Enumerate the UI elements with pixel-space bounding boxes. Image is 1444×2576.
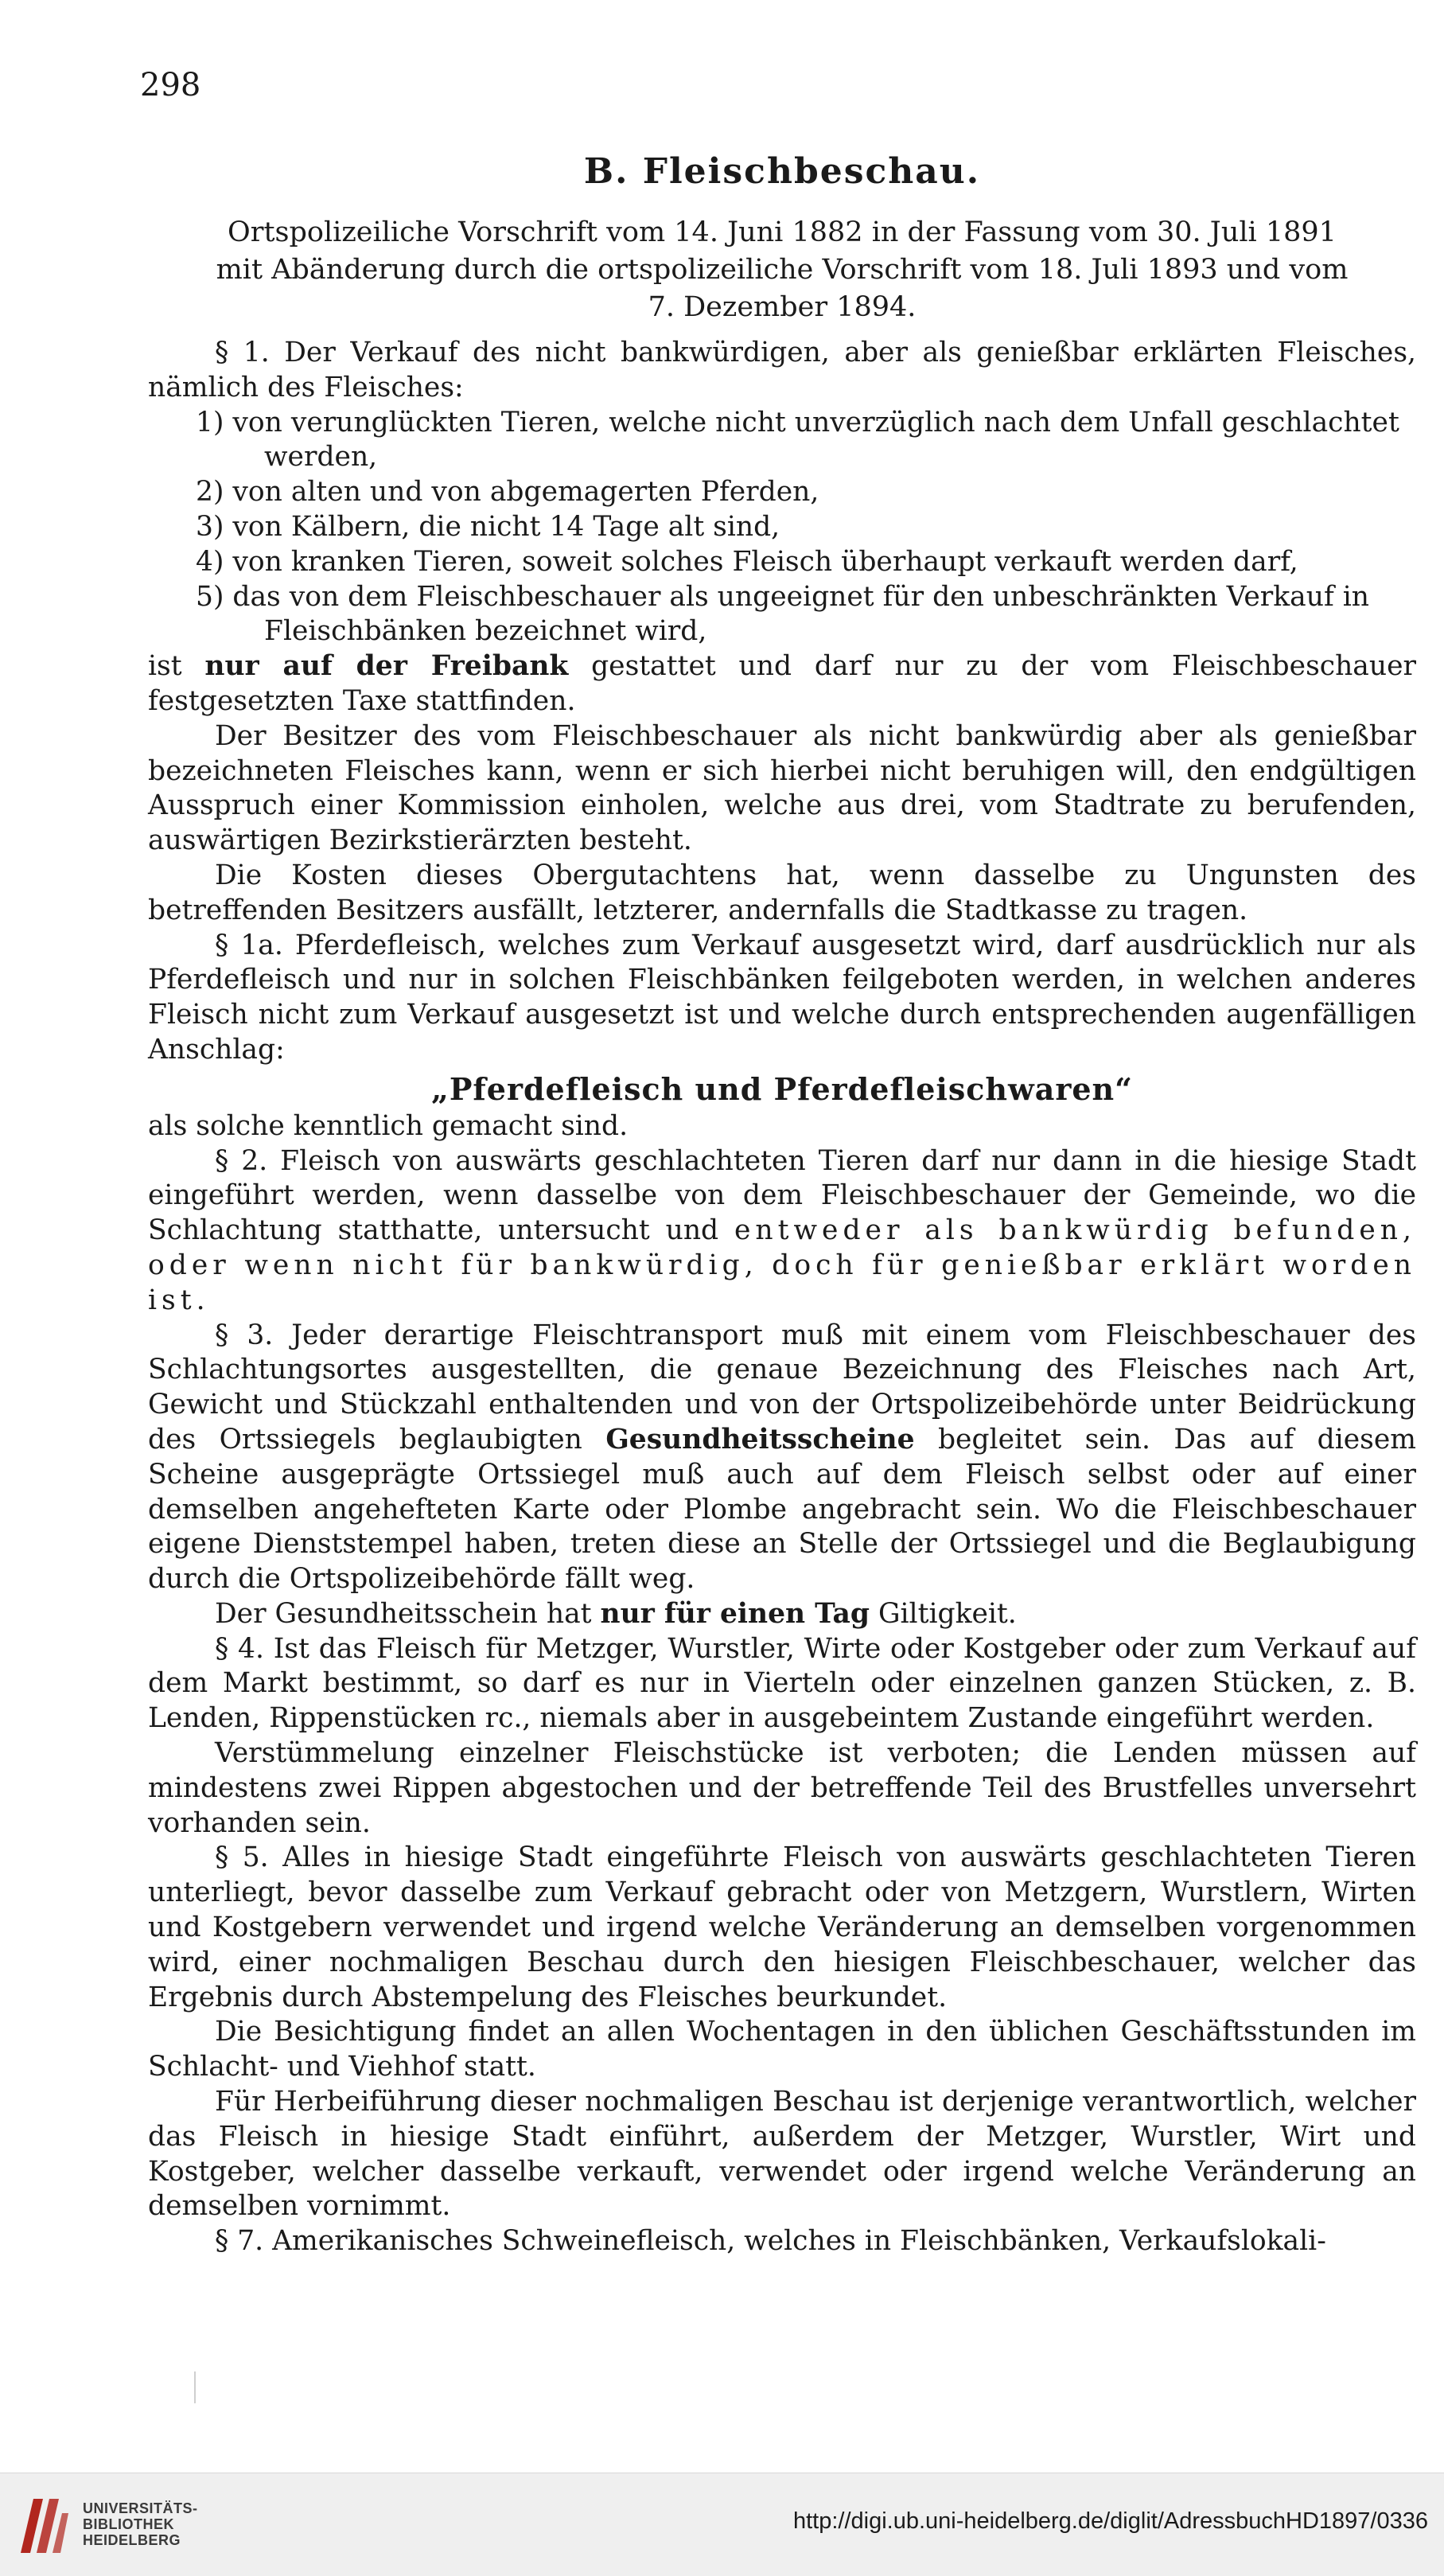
paragraph-text: § 1. Der Verkauf des nicht bankwürdigen, aber als genießbar erklärten Fleisches, nämlich des Fleisches: bbox=[148, 337, 1416, 403]
library-name-line: UNIVERSITÄTS- bbox=[83, 2500, 198, 2516]
paragraph-text: Giltigkeit. bbox=[878, 1597, 1017, 1630]
subtitle-line: 7. Dezember 1894. bbox=[648, 291, 917, 323]
paragraph-costs bbox=[148, 859, 1416, 929]
list-item: 1) von verunglückten Tieren, welche nicht unverzüglich nach dem Unfall geschlachtet werden, bbox=[196, 406, 1399, 474]
paragraph-text: Für Herbeiführung dieser nochmaligen Beschau ist derjenige verantwortlich, welcher das Fleisch in hiesige Stadt einführt, außerdem der Metzger, Wurstler, Wirt und Kostgeber, welcher dasselbe verkauft, verwendet oder irgend welche Veränderung an demselben vornimmt. bbox=[148, 2086, 1416, 2223]
list-item: 2) von alten und von abgemagerten Pferden, bbox=[196, 476, 819, 509]
source-url-link[interactable]: http://digi.ub.uni-heidelberg.de/diglit/AdressbuchHD1897/0336 bbox=[792, 2508, 1428, 2534]
library-logo-icon bbox=[16, 2491, 73, 2558]
paragraph-mutilation bbox=[148, 1736, 1416, 1841]
paragraph-inspection-time bbox=[148, 2015, 1416, 2085]
list-item: 3) von Kälbern, die nicht 14 Tage alt sind, bbox=[196, 510, 780, 543]
paragraph-section-1a-end bbox=[148, 1109, 1416, 1144]
list-item: 4) von kranken Tieren, soweit solches Fleisch überhaupt verkauft werden darf, bbox=[196, 545, 1298, 578]
footer-bar bbox=[0, 2473, 1444, 2576]
meat-category-list bbox=[148, 406, 1416, 650]
paragraph-section-5 bbox=[148, 1841, 1416, 2015]
paragraph-certificate-validity bbox=[148, 1597, 1416, 1632]
paragraph-text: § 4. Ist das Fleisch für Metzger, Wurstler, Wirte oder Kostgeber oder zum Verkauf auf dem Markt bestimmt, so darf es nur in Vierteln oder einzelnen ganzen Stücken, z. B. Lenden, Rippenstücken rc., niemals aber in ausgebeintem Zustande eingeführt werden. bbox=[148, 1632, 1416, 1735]
paragraph-text: Der Gesundheitsschein hat bbox=[215, 1597, 592, 1630]
paragraph-text: gestattet und darf nur zu der vom Fleischbeschauer festgesetzten Taxe stattfinden. bbox=[148, 650, 1417, 717]
emphasis-health-certificate: Gesundheitsscheine bbox=[605, 1423, 915, 1456]
paragraph-section-3 bbox=[148, 1319, 1416, 1597]
scan-margin-mark bbox=[194, 2371, 196, 2403]
library-name-line: BIBLIOTHEK bbox=[83, 2516, 174, 2532]
paragraph-section-1-end bbox=[148, 649, 1416, 719]
paragraph-text: Verstümmelung einzelner Fleischstücke ist verboten; die Lenden müssen auf mindestens zwei Rippen abgestochen und der betreffende Teil des Brustfelles unversehrt vorhanden sein. bbox=[148, 1737, 1416, 1839]
subtitle bbox=[148, 214, 1416, 326]
paragraph-section-2 bbox=[148, 1144, 1416, 1319]
spaced-emphasis: entweder als bankwürdig befunden, oder wenn nicht für bankwürdig, doch für genießbar erklärt worden ist. bbox=[148, 1214, 1416, 1316]
paragraph-text: begleitet sein. Das auf diesem Scheine ausgeprägte Ortssiegel muß auch auf dem Fleisch selbst oder auf einer demselben angehefteten Karte oder Plombe angebracht sein. Wo die Fleischbeschauer eigene Dienststempel haben, treten diese an Stelle der Ortssiegel und die Beglaubigung durch die Ortspolizeibehörde fällt weg. bbox=[148, 1423, 1417, 1596]
paragraph-text: § 3. Jeder derartige Fleischtransport muß mit einem vom Fleischbeschauer des Schlachtungsortes ausgestellten, die genaue Bezeichnung des Fleisches nach Art, Gewicht und Stückzahl enthaltenden und von der Ortspolizeibehörde unter Beidrückung des Ortssiegels beglaubigten bbox=[148, 1319, 1416, 1456]
paragraph-text: ist bbox=[148, 650, 182, 683]
paragraph-owner bbox=[148, 719, 1416, 859]
list-item: 5) das von dem Fleischbeschauer als ungeeignet für den unbeschränkten Verkauf in Fleischbänken bezeichnet wird, bbox=[196, 580, 1369, 648]
paragraph-section-4 bbox=[148, 1632, 1416, 1736]
paragraph-text: als solche kenntlich gemacht sind. bbox=[148, 1109, 629, 1142]
page-number: 298 bbox=[140, 67, 201, 103]
subtitle-line: Ortspolizeiliche Vorschrift vom 14. Juni 1882 in der Fassung vom 30. Juli 1891 bbox=[228, 216, 1337, 248]
paragraph-text: § 5. Alles in hiesige Stadt eingeführte Fleisch von auswärts geschlachteten Tieren unterliegt, bevor dasselbe zum Verkauf gebracht oder von Metzgern, Wurstlern, Wirten und Kostgebern verwendet und irgend welche Veränderung an demselben vorgenommen wird, einer nochmaligen Beschau durch den hiesigen Fleischbeschauer, welcher das Ergebnis durch Abstempelung des Fleisches beurkundet. bbox=[148, 1841, 1416, 2013]
subtitle-line: mit Abänderung durch die ortspolizeiliche Vorschrift vom 18. Juli 1893 und vom bbox=[216, 254, 1349, 286]
horse-meat-sign-quote: „Pferdefleisch und Pferdefleischwaren“ bbox=[431, 1070, 1133, 1107]
document-body bbox=[148, 151, 1416, 2259]
emphasis-freibank: nur auf der Freibank bbox=[204, 650, 569, 683]
paragraph-section-7 bbox=[148, 2224, 1416, 2259]
paragraph-responsibility bbox=[148, 2085, 1416, 2224]
section-title: B. Fleischbeschau. bbox=[583, 151, 981, 192]
paragraph-text: Die Besichtigung findet an allen Wochentagen in den üblichen Geschäftsstunden im Schlacht- und Viehhof statt. bbox=[148, 2016, 1416, 2083]
paragraph-section-1a bbox=[148, 929, 1416, 1068]
emphasis-one-day: nur für einen Tag bbox=[600, 1597, 870, 1630]
library-name-line: HEIDELBERG bbox=[83, 2532, 181, 2548]
library-name bbox=[83, 2500, 198, 2548]
paragraph-section-1 bbox=[148, 336, 1416, 406]
paragraph-text: Der Besitzer des vom Fleischbeschauer als nicht bankwürdig aber als genießbar bezeichneten Fleisches kann, wenn er sich hierbei nicht beruhigen will, den endgültigen Ausspruch einer Kommission einholen, welche aus drei, vom Stadtrate zu berufenden, auswärtigen Bezirkstierärzten besteht. bbox=[148, 719, 1416, 857]
paragraph-text: § 7. Amerikanisches Schweinefleisch, welches in Fleischbänken, Verkaufslokali- bbox=[215, 2225, 1326, 2258]
paragraph-text: § 1a. Pferdefleisch, welches zum Verkauf ausgesetzt wird, darf ausdrücklich nur als Pferdefleisch und nur in solchen Fleischbänken feilgeboten werden, in welchen anderes Fleisch nicht zum Verkauf ausgesetzt ist und welche durch entsprechenden augenfälligen Anschlag: bbox=[148, 929, 1416, 1066]
paragraph-text: Die Kosten dieses Obergutachtens hat, wenn dasselbe zu Ungunsten des betreffenden Besitzers ausfällt, letzterer, andernfalls die Stadtkasse zu tragen. bbox=[148, 859, 1416, 926]
paragraph-text: § 2. Fleisch von auswärts geschlachteten Tieren darf nur dann in die hiesige Stadt eingeführt werden, wenn dasselbe von dem Fleischbeschauer der Gemeinde, wo die Schlachtung statthatte, untersucht und bbox=[148, 1144, 1416, 1247]
